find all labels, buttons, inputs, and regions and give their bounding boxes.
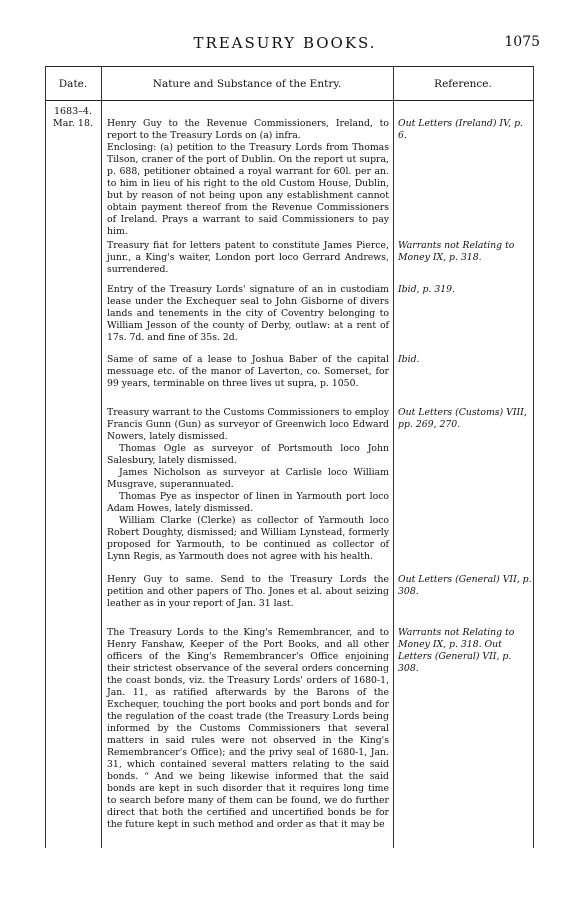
entry-text: Treasury warrant to the Customs Commissioners to employ Francis Gunn (Gun) as surveyor of Greenwich loco Edward Nowers, lately dismissed. <box>107 407 389 442</box>
entry-text: William Clarke (Clerke) as collector of Yarmouth loco Robert Doughty, dismissed; and William Lynstead, formerly proposed for Yarmouth, to be continued as collector of Lynn Regis, as Yarmouth does not agree with his health. <box>107 515 389 562</box>
reference-3: Ibid, p. 319. <box>398 284 456 295</box>
entry-text: Entry of the Treasury Lords' signature of an in custodiam lease under the Exchequer seal to John Gisborne of divers lands and tenements in the city of Coventry belonging to William Jesson of the county of Derby, outlaw: at a rent of 17s. 7d. and fine of 35s. 2d. <box>107 284 389 343</box>
reference-4: Ibid. <box>398 354 420 365</box>
entry-text: Treasury fiat for letters patent to constitute James Pierce, junr., a King's waiter, London port loco Gerrard Andrews, surrendered. <box>107 240 389 275</box>
reference-1: Out Letters (Ireland) IV, p. 6. <box>398 118 523 141</box>
entry-text: The Treasury Lords to the King's Remembrancer, and to Henry Fanshaw, Keeper of the Port Books, and all other officers of the King's Remembrancer's Office enjoining their strictest observance of the several orders concerning the coast bonds, viz. the Treasury Lords' orders of 1680-1, Jan. 11, as ratified afterwards by the Barons of the Exchequer, touching the port books and port bonds and for the regulation of the coast trade (the Treasury Lords being informed by the Customs Commissioners that several matters in said rules were not observed in the King's Remembrancer's Office); and the privy seal of 1680-1, Jan. 31, which contained several matters relating to the said bonds. “ And we being likewise informed that the said bonds are kept in such disorder that it requires long time to search before many of them can be found, we do further direct that both the certified and uncertified bonds be for the future kept in such method and order as that it may be <box>107 627 389 830</box>
reference-2: Warrants not Relating to Money IX, p. 318. <box>398 240 515 263</box>
entry-date <box>47 106 99 130</box>
entry-1 <box>107 118 389 238</box>
table-right-rule <box>533 66 534 848</box>
date-column-rule <box>101 66 102 848</box>
entry-4 <box>107 354 389 390</box>
reference-5: Out Letters (Customs) VIII, pp. 269, 270. <box>398 407 527 430</box>
nature-column-rule <box>393 66 394 848</box>
entry-text: James Nicholson as surveyor at Carlisle loco William Musgrave, superannuated. <box>107 467 389 490</box>
header-bottom-rule <box>45 100 533 101</box>
entry-7 <box>107 627 389 831</box>
column-header-reference: Reference. <box>434 78 492 90</box>
entry-text: Henry Guy to the Revenue Commissioners, Ireland, to report to the Treasury Lords on (a) infra. <box>107 118 389 141</box>
entry-3 <box>107 284 389 344</box>
entry-text: Enclosing: (a) petition to the Treasury Lords from Thomas Tilson, craner of the port of Dublin. On the report ut supra, p. 688, petitioner obtained a royal warrant for 60l. per an. to him in lieu of his right to the old Custom House, Dublin, but by reason of not being upon any establishment cannot obtain payment thereof from the Revenue Commissioners of Ireland. Prays a warrant to said Commissioners to pay him. <box>107 142 389 237</box>
entry-text: Henry Guy to same. Send to the Treasury Lords the petition and other papers of Tho. Jones et al. about seizing leather as in your report of Jan. 31 last. <box>107 574 389 609</box>
entry-text: Thomas Ogle as surveyor of Portsmouth loco John Salesbury, lately dismissed. <box>107 443 389 466</box>
reference-6: Out Letters (General) VII, p. 308. <box>398 574 532 597</box>
header-top-rule <box>45 66 533 67</box>
running-head <box>0 30 570 56</box>
column-header-nature: Nature and Substance of the Entry. <box>152 78 342 90</box>
reference-7: Warrants not Relating to Money IX, p. 318. Out Letters (General) VII, p. 308. <box>398 627 515 674</box>
date-day: Mar. 18. <box>52 118 94 129</box>
table-left-rule <box>45 66 46 848</box>
page-number: 1075 <box>504 34 540 50</box>
entry-6 <box>107 574 389 610</box>
running-title: TREASURY BOOKS. <box>193 34 377 52</box>
column-header-date: Date. <box>58 78 88 90</box>
entry-2 <box>107 240 389 276</box>
entry-text: Same of same of a lease to Joshua Baber of the capital messuage etc. of the manor of Laverton, co. Somerset, for 99 years, terminable on three lives ut supra, p. 1050. <box>107 354 389 389</box>
entry-text: Thomas Pye as inspector of linen in Yarmouth port loco Adam Howes, lately dismissed. <box>107 491 389 514</box>
entry-5 <box>107 407 389 563</box>
date-year: 1683–4. <box>54 106 92 117</box>
